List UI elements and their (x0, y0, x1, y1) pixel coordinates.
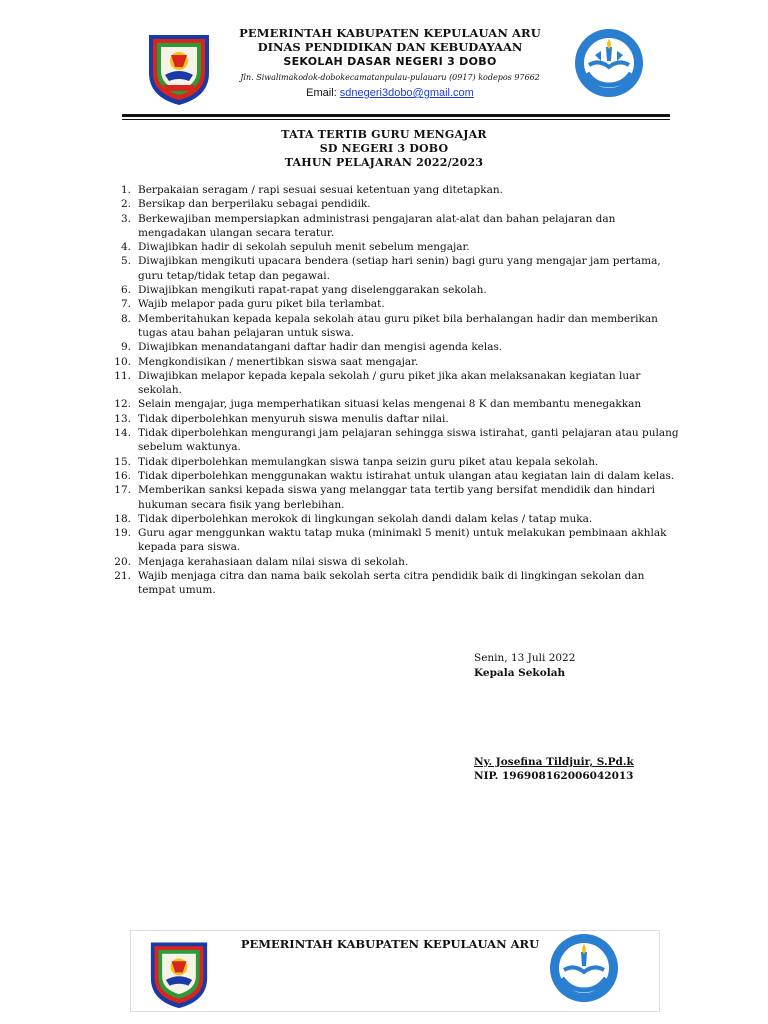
list-item: 15. Tidak diperbolehkan memulangkan siswa tanpa seizin guru piket atau kepala sekolah. (114, 455, 599, 468)
list-item: 3. Berkewajiban mempersiapkan administrasi pengajaran alat-alat dan bahan pelajaran dan mengadakan ulangan secara teratur. (120, 212, 616, 239)
list-item: 1. Berpakaian seragam / rapi sesuai sesuai ketentuan yang ditetapkan. (120, 184, 503, 196)
email-label: Email: (306, 87, 337, 99)
header-rule-thin (122, 119, 670, 120)
signature-date: Senin, 13 Juli 2022 (474, 652, 576, 664)
list-item: 8. Memberitahukan kepada kepala sekolah atau guru piket bila berhalangan hadir dan memberikan tugas atau bahan pelajaran untuk siswa. (120, 312, 658, 339)
list-item: 13. Tidak diperbolehkan menyuruh siswa menulis daftar nilai. (114, 412, 449, 425)
regency-emblem-icon (143, 27, 215, 107)
department-name: DINAS PENDIDIKAN DAN KEBUDAYAAN (257, 40, 523, 54)
list-item: 19. Guru agar menggunkan waktu tatap muka (minimakl 5 menit) untuk melakukan pembinaan akhlak kepada para siswa. (114, 527, 667, 554)
tut-wuri-handayani-logo-icon (540, 932, 628, 1004)
list-item: 6. Diwajibkan mengikuti rapat-rapat yang diselenggarakan sekolah. (120, 284, 487, 297)
list-item: 11. Diwajibkan melapor kepada kepala sekolah / guru piket jika akan melaksanakan kegiatan luar sekolah. (114, 369, 641, 397)
list-item: 2. Bersikap dan berperilaku sebagai pendidik. (120, 198, 371, 211)
school-name: SEKOLAH DASAR NEGERI 3 DOBO (283, 55, 497, 68)
rules-list (105, 183, 685, 598)
title-line-1: TATA TERTIB GURU MENGAJAR (281, 128, 487, 141)
government-name: PEMERINTAH KABUPATEN KEPULAUAN ARU (239, 26, 541, 40)
list-item: 5. Diwajibkan mengikuti upacara bendera (setiap hari senin) bagi guru yang mengajar jam pertama, guru tetap/tidak tetap dan pegawai. (120, 255, 661, 282)
list-item: 16. Tidak diperbolehkan menggunakan waktu istirahat untuk ulangan atau kegiatan lain di dalam kelas. (114, 469, 675, 482)
footer-government-name: PEMERINTAH KABUPATEN KEPULAUAN ARU (240, 937, 540, 951)
header-rule-thick (122, 114, 670, 117)
list-item: 20. Menjaga kerahasiaan dalam nilai siswa di sekolah. (114, 555, 409, 568)
title-line-3: TAHUN PELAJARAN 2022/2023 (284, 156, 484, 169)
email-line (215, 86, 565, 100)
list-item: 4. Diwajibkan hadir di sekolah sepuluh menit sebelum mengajar. (120, 241, 470, 254)
signature-role: Kepala Sekolah (474, 667, 566, 679)
list-item: 21. Wajib menjaga citra dan nama baik sekolah serta citra pendidik baik di lingkingan sekolan dan tempat umum. (114, 570, 645, 597)
list-item: 17. Memberikan sanksi kepada siswa yang melanggar tata tertib yang bersifat mendidik dan hindari hukuman secara fisik yang berlebihan. (114, 484, 655, 511)
list-item: 10. Mengkondisikan / menertibkan siswa saat mengajar. (114, 355, 419, 368)
letterhead (215, 26, 565, 100)
list-item: 14. Tidak diperbolehkan mengurangi jam pelajaran sehingga siswa istirahat, ganti pelajaran atau pulang sebelum waktunya. (114, 427, 679, 454)
document-title (0, 128, 768, 170)
list-item: 18. Tidak diperbolehkan merokok di lingkungan sekolah dandi dalam kelas / tatap muka. (114, 512, 593, 525)
tut-wuri-handayani-logo-icon (565, 27, 653, 99)
school-address: Jln. Siwalimakodok-dobokecamatanpulau-pulauaru (0917) kodepos 97662 (240, 73, 540, 82)
signatory-name: Ny. Josefina Tildjuir, S.Pd.k (474, 756, 634, 768)
signatory-nip: NIP. 196908162006042013 (474, 770, 634, 782)
email-link[interactable]: sdnegeri3dobo@gmail.com (339, 87, 474, 99)
regency-emblem-icon (143, 935, 215, 1010)
list-item: 9. Diwajibkan menandatangani daftar hadir dan mengisi agenda kelas. (120, 341, 503, 354)
title-line-2: SD NEGERI 3 DOBO (319, 142, 449, 155)
list-item: 12. Selain mengajar, juga memperhatikan situasi kelas mengenai 8 K dan membantu menegakkan (114, 398, 642, 411)
list-item: 7. Wajib melapor pada guru piket bila terlambat. (120, 298, 385, 311)
